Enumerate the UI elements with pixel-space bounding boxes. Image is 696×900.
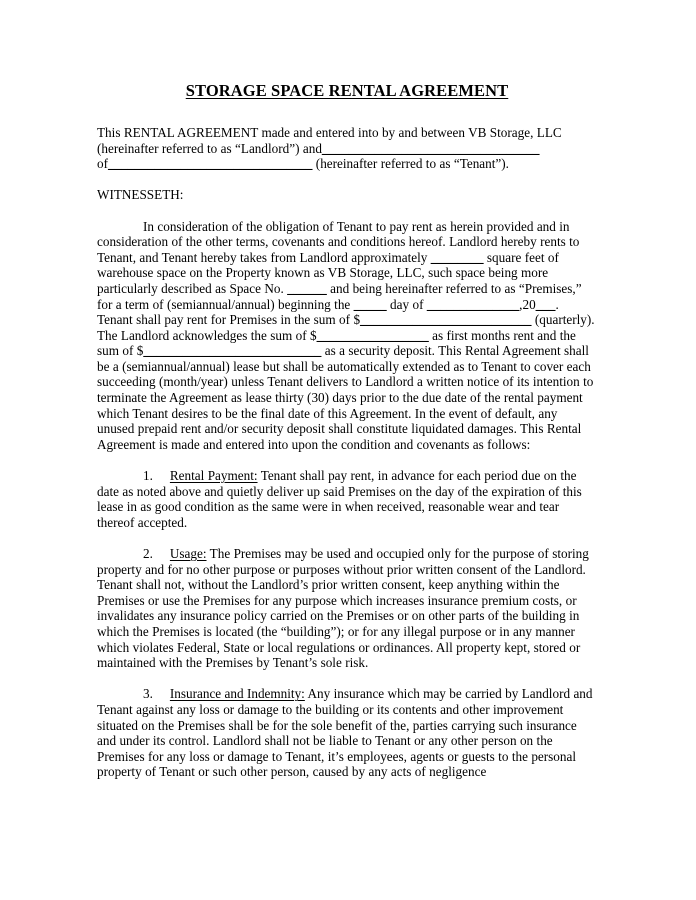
tenant-name-blank[interactable]: _______________________________ [108, 156, 313, 172]
clause-1-text: Tenant shall pay rent, in advance for each period due on the date as noted above and quietly deliver up said Premises on the day of the expiration of this lease in as good condition as the same were in when received, reasonable wear and tear thereof accepted. [97, 468, 582, 530]
intro-line-2-text: (hereinafter referred to as “Landlord”) and [97, 140, 322, 156]
page-title [97, 0, 597, 101]
intro-line-3-text: of [97, 156, 108, 172]
witnesseth-heading: WITNESSETH: [97, 187, 184, 203]
spacer [97, 452, 597, 468]
spacer [97, 671, 597, 687]
clause-1 [97, 468, 597, 530]
spacer [97, 101, 597, 125]
recital-paragraph [97, 219, 597, 453]
recital-segment-3: and being hereinafter referred to as “Premises,” for a term of (semiannual/annual) beginning the [97, 280, 582, 312]
recital-segment-2: square feet of warehouse space on the Property known as VB Storage, LLC, such space being more particularly described as Space No. [97, 249, 559, 296]
recital-segment-1: In consideration of the obligation of Tenant to pay rent as herein provided and in consideration of the other terms, covenants and conditions hereof. Landlord hereby rents to Tenant, and Tenant hereby takes from Landlord approximately [97, 218, 580, 265]
landlord-name-blank[interactable]: _________________________________ [321, 140, 540, 156]
recital-segment-8: as first months rent and the sum of $ [97, 327, 576, 359]
clause-2-text: The Premises may be used and occupied only for the purpose of storing property and for no other purpose or purposes without prior written consent of the Landlord. Tenant shall not, without the Landlord’s prior written consent, keep anything within the Premises or use the Premises for any purpose which increases insurance premium costs, or invalidates any insurance policy carried on the Premises or on other parts of the building in which the Premises is located (the “building”); or for any illegal purpose or in any manner which violates Federal, State or local regulations or ordinances. All property kept, stored or maintained with the Premises by Tenant’s sole risk. [97, 546, 589, 671]
clause-3-text: Any insurance which may be carried by Landlord and Tenant against any loss or damage to the building or its contents and other improvement situated on the Premises shall be for the sole benefit of the, parties carrying such insurance and under its control. Landlord shall not be liable to Tenant or any other person on the Premises for any loss or damage to Tenant, it’s employees, agents or guests to the personal property of Tenant or such other person, caused by any acts of negligence [97, 686, 593, 780]
begin-day-blank[interactable]: _____ [353, 296, 387, 312]
clause-2-heading: Usage: [169, 546, 207, 561]
recital-segment-6: . Tenant shall pay rent for Premises in the sum of $ [97, 296, 559, 328]
recital-segment-7: (quarterly). The Landlord acknowledges the sum of $ [97, 312, 595, 343]
quarterly-rent-amount-blank[interactable]: __________________________ [360, 312, 532, 328]
intro-line-1: This RENTAL AGREEMENT made and entered into by and between VB Storage, LLC [97, 124, 562, 140]
recital-segment-5: ,20 [519, 296, 536, 312]
clause-3-heading: Insurance and Indemnity: [169, 686, 305, 702]
security-deposit-blank[interactable]: ___________________________ [143, 343, 322, 359]
space-number-blank[interactable]: ______ [287, 280, 327, 296]
begin-year-blank[interactable]: ___ [535, 296, 556, 312]
clause-1-number: 1. [143, 468, 153, 484]
clause-3-number: 3. [143, 686, 153, 702]
spacer [97, 203, 597, 219]
spacer [97, 172, 597, 188]
spacer [97, 530, 597, 546]
first-month-rent-blank[interactable]: _________________ [316, 327, 429, 343]
recital-segment-9: as a security deposit. This Rental Agreement shall be a (semiannual/annual) lease but shall be automatically extended as to Tenant to cover each succeeding (month/year) unless Tenant delivers to Landlord a written notice of its intention to terminate the Agreement as lease thirty (30) days prior to the due date of the rental payment which Tenant desires to be the final date of this Agreement. In the event of default, any unused prepaid rent and/or security deposit shall constitute liquidated damages. This Rental Agreement is made and entered into upon the condition and covenants as follows: [97, 343, 594, 452]
intro-paragraph [97, 125, 597, 172]
intro-line-3-suffix: (hereinafter referred to as “Tenant”). [312, 156, 509, 172]
clause-2-number: 2. [143, 546, 153, 561]
clause-3 [97, 686, 597, 780]
recital-segment-4: day of [386, 296, 427, 312]
begin-month-blank[interactable]: ______________ [426, 296, 520, 312]
page-title-text: STORAGE SPACE RENTAL AGREEMENT [185, 81, 509, 100]
document-body [97, 0, 597, 780]
square-feet-blank[interactable]: ________ [430, 249, 484, 265]
clause-2 [97, 546, 597, 671]
clause-1-heading: Rental Payment: [169, 468, 258, 484]
